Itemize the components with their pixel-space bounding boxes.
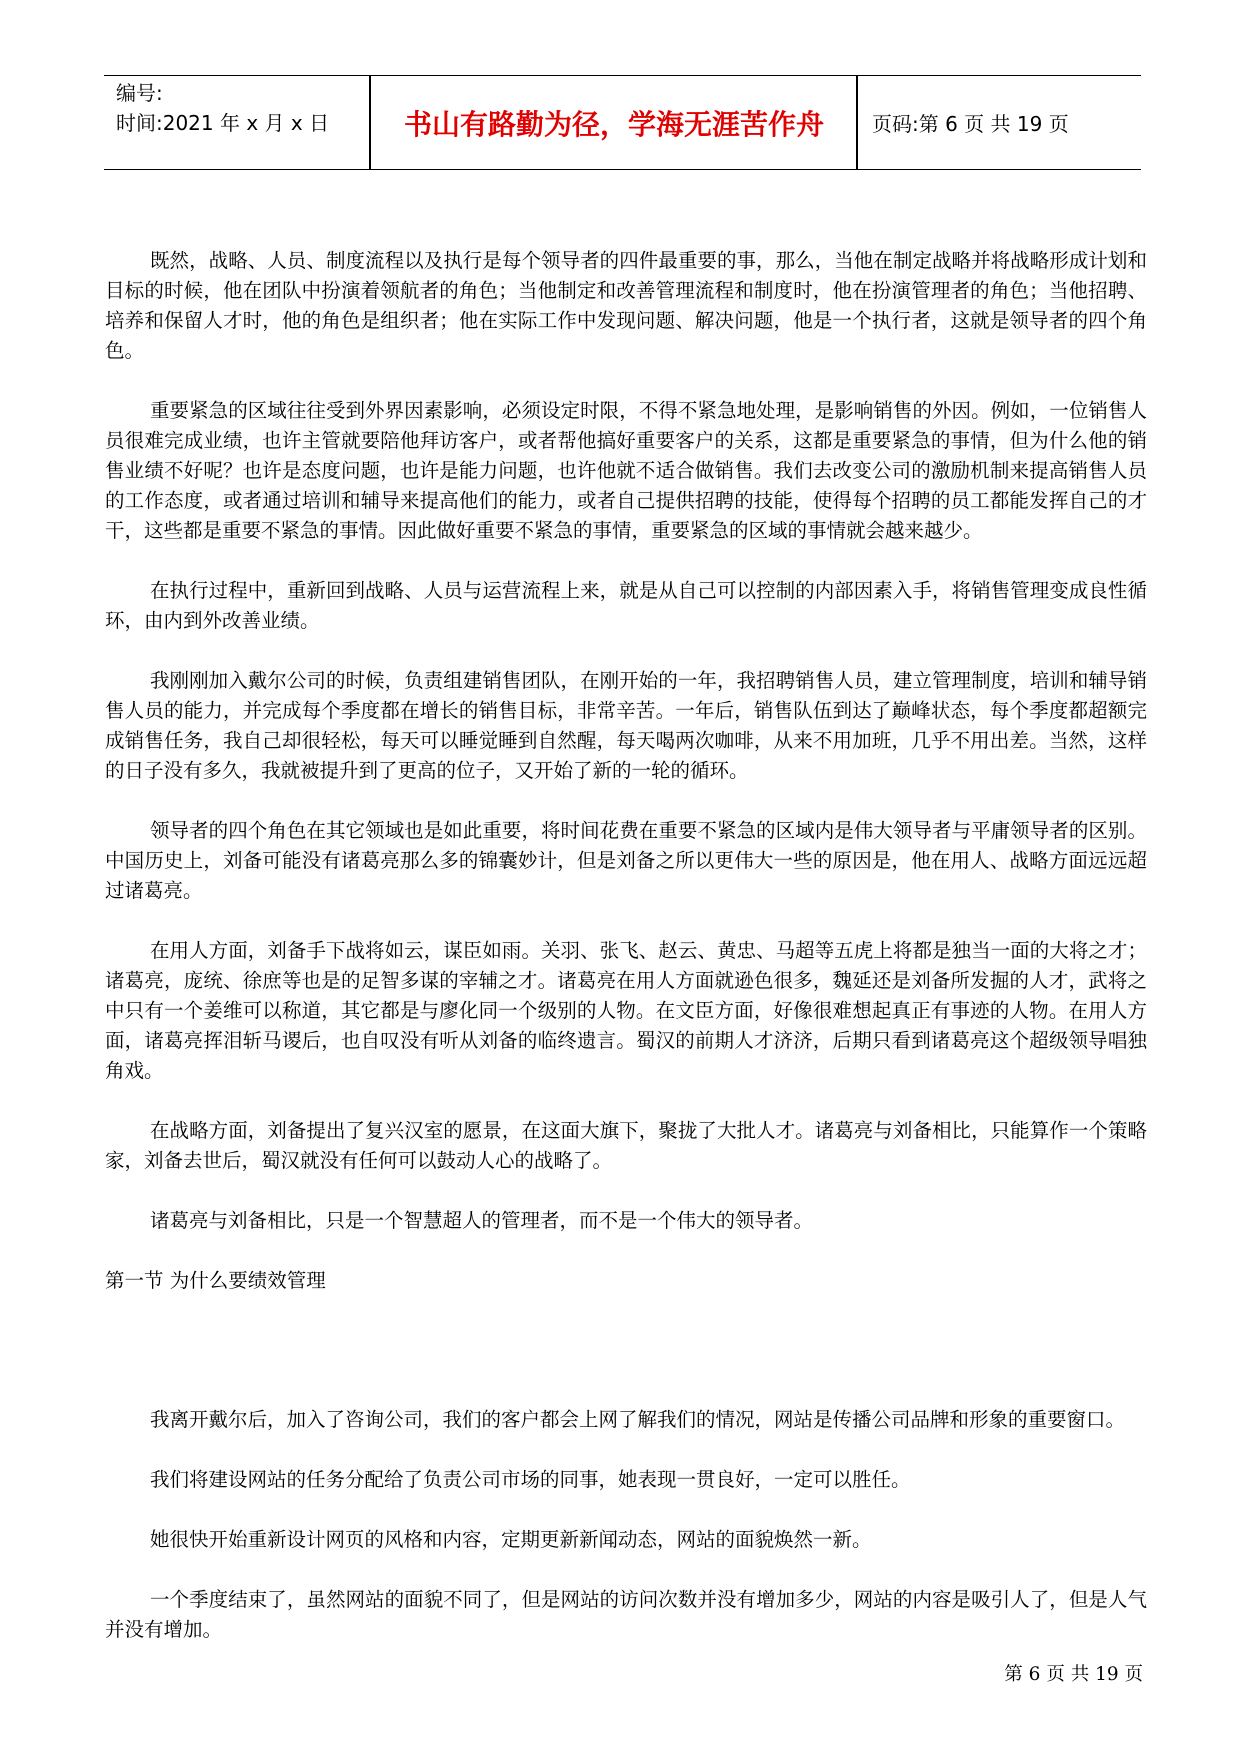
header-divider xyxy=(856,76,858,169)
header-divider xyxy=(369,76,371,169)
body-paragraph: 领导者的四个角色在其它领域也是如此重要，将时间花费在重要不紧急的区域内是伟大领导者与平庸领导者的区别。中国历史上，刘备可能没有诸葛亮那么多的锦囊妙计，但是刘备之所以更伟大一些的原因是，他在用人、战略方面远远超过诸葛亮。 xyxy=(105,819,1147,902)
body-paragraph: 重要紧急的区域往往受到外界因素影响，必须设定时限，不得不紧急地处理，是影响销售的外因。例如，一位销售人员很难完成业绩，也许主管就要陪他拜访客户，或者帮他搞好重要客户的关系，这都是重要紧急的事情，但为什么他的销售业绩不好呢？也许是态度问题，也许是能力问题，也许他就不适合做销售。我们去改变公司的激励机制来提高销售人员的工作态度，或者通过培训和辅导来提高他们的能力，或者自己提供招聘的技能，使得每个招聘的员工都能发挥自己的才干，这些都是重要不紧急的事情。因此做好重要不紧急的事情，重要紧急的区域的事情就会越来越少。 xyxy=(105,399,1147,542)
body-paragraph: 在执行过程中，重新回到战略、人员与运营流程上来，就是从自己可以控制的内部因素入手，将销售管理变成良性循环，由内到外改善业绩。 xyxy=(105,579,1147,632)
document-number-label: 编号: xyxy=(116,81,163,105)
document-time-label: 时间:2021 年 x 月 x 日 xyxy=(116,111,330,135)
body-paragraph: 在战略方面，刘备提出了复兴汉室的愿景，在这面大旗下，聚拢了大批人才。诸葛亮与刘备相比，只能算作一个策略家，刘备去世后，蜀汉就没有任何可以鼓动人心的战略了。 xyxy=(105,1119,1147,1172)
body-paragraph: 她很快开始重新设计网页的风格和内容，定期更新新闻动态，网站的面貌焕然一新。 xyxy=(150,1528,872,1551)
header-motto: 书山有路勤为径，学海无涯苦作舟 xyxy=(403,107,824,141)
body-paragraph: 我刚刚加入戴尔公司的时候，负责组建销售团队，在刚开始的一年，我招聘销售人员，建立管理制度，培训和辅导销售人员的能力，并完成每个季度都在增长的销售目标，非常辛苦。一年后，销售队伍到达了巅峰状态，每个季度都超额完成销售任务，我自己却很轻松，每天可以睡觉睡到自然醒，每天喝两次咖啡，从来不用加班，几乎不用出差。当然，这样的日子没有多久，我就被提升到了更高的位子，又开始了新的一轮的循环。 xyxy=(105,669,1147,782)
body-paragraph: 既然，战略、人员、制度流程以及执行是每个领导者的四件最重要的事，那么，当他在制定战略并将战略形成计划和目标的时候，他在团队中扮演着领航者的角色；当他制定和改善管理流程和制度时，他在扮演管理者的角色；当他招聘、培养和保留人才时，他的角色是组织者；他在实际工作中发现问题、解决问题，他是一个执行者，这就是领导者的四个角色。 xyxy=(105,249,1147,362)
body-paragraph: 我离开戴尔后，加入了咨询公司，我们的客户都会上网了解我们的情况，网站是传播公司品牌和形象的重要窗口。 xyxy=(150,1408,1126,1431)
document-body xyxy=(105,246,1147,1645)
body-paragraph: 诸葛亮与刘备相比，只是一个智慧超人的管理者，而不是一个伟大的领导者。 xyxy=(150,1209,814,1232)
body-paragraph: 在用人方面，刘备手下战将如云，谋臣如雨。关羽、张飞、赵云、黄忠、马超等五虎上将都是独当一面的大将之才；诸葛亮，庞统、徐庶等也是的足智多谋的宰辅之才。诸葛亮在用人方面就逊色很多，魏延还是刘备所发掘的人才，武将之中只有一个姜维可以称道，其它都是与廖化同一个级别的人物。在文臣方面，好像很难想起真正有事迹的人物。在用人方面，诸葛亮挥泪斩马谡后，也自叹没有听从刘备的临终遗言。蜀汉的前期人才济济，后期只看到诸葛亮这个超级领导唱独角戏。 xyxy=(105,939,1147,1082)
page-header xyxy=(104,75,1141,170)
header-page-info: 页码:第 6 页 共 19 页 xyxy=(872,112,1069,136)
header-left xyxy=(116,78,329,138)
page-footer: 第 6 页 共 19 页 xyxy=(1004,1664,1143,1685)
body-paragraph: 我们将建设网站的任务分配给了负责公司市场的同事，她表现一贯良好，一定可以胜任。 xyxy=(150,1468,911,1491)
section-heading: 第一节 为什么要绩效管理 xyxy=(105,1269,326,1292)
body-paragraph: 一个季度结束了，虽然网站的面貌不同了，但是网站的访问次数并没有增加多少，网站的内容是吸引人了，但是人气并没有增加。 xyxy=(105,1588,1147,1641)
